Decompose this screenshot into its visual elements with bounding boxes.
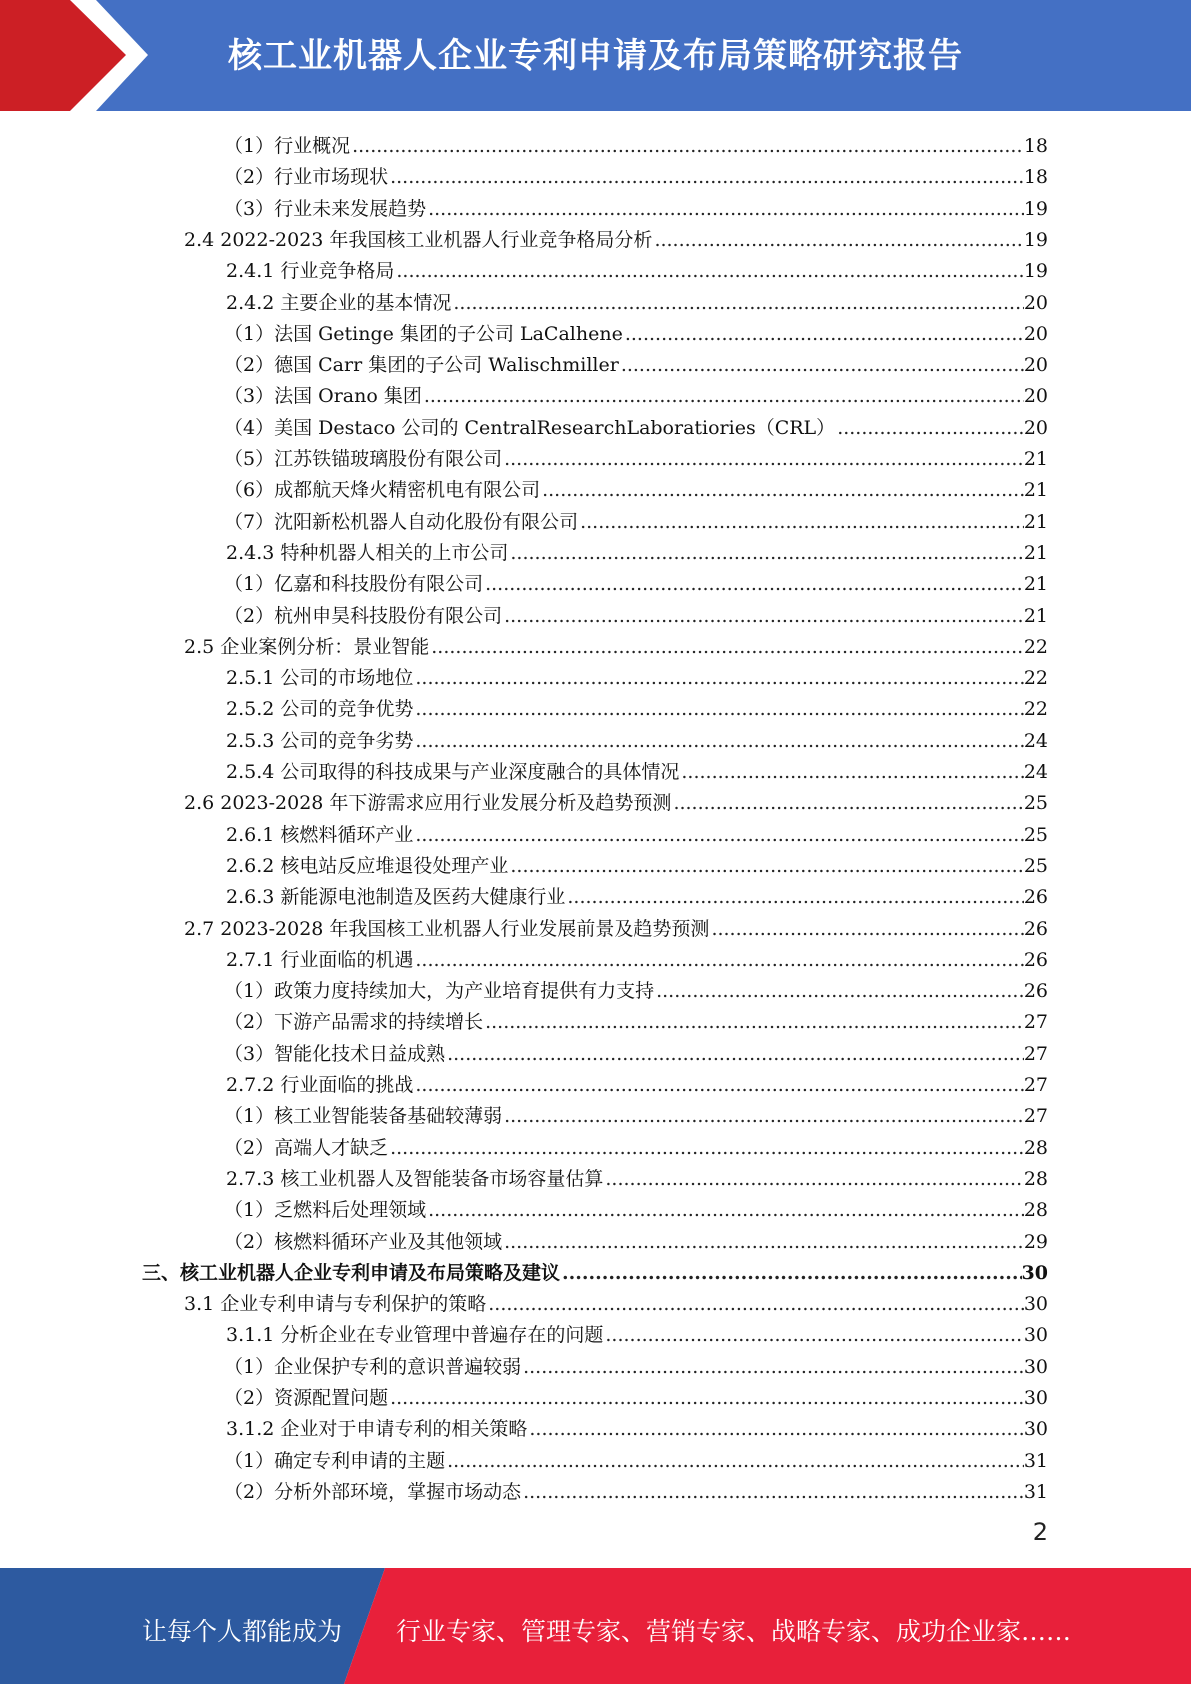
toc-leader-dots	[485, 1009, 1024, 1035]
toc-entry-page: 30	[1023, 1356, 1048, 1378]
toc-entry[interactable]	[226, 848, 1048, 879]
toc-entry[interactable]	[226, 754, 1048, 785]
toc-entry[interactable]	[224, 566, 1048, 597]
toc-entry-page: 26	[1023, 949, 1048, 971]
toc-entry-page: 30	[1023, 1293, 1048, 1315]
toc-leader-dots	[390, 1385, 1024, 1411]
toc-entry-title: （3）智能化技术日益成熟	[224, 1043, 446, 1065]
toc-entry-page: 26	[1023, 918, 1048, 940]
toc-entry[interactable]	[184, 911, 1048, 942]
toc-entry-title: 2.5.2 公司的竞争优势	[226, 698, 414, 720]
toc-entry-page: 21	[1023, 573, 1048, 595]
toc-entry-page: 29	[1023, 1231, 1048, 1253]
toc-entry-page: 26	[1023, 980, 1048, 1002]
toc-entry[interactable]	[224, 1130, 1048, 1161]
toc-entry-title: （2）德国 Carr 集团的子公司 Walischmiller	[224, 354, 619, 376]
toc-entry-title: 2.7 2023-2028 年我国核工业机器人行业发展前景及趋势预测	[184, 918, 710, 940]
toc-entry[interactable]	[224, 1349, 1048, 1380]
toc-entry-page: 20	[1023, 292, 1048, 314]
toc-entry[interactable]	[184, 222, 1048, 253]
toc-leader-dots	[504, 1229, 1024, 1255]
toc-leader-dots	[488, 1291, 1024, 1317]
toc-entry[interactable]	[224, 1380, 1048, 1411]
toc-entry-title: （1）法国 Getinge 集团的子公司 LaCalhene	[224, 323, 623, 345]
toc-entry[interactable]	[224, 1474, 1048, 1505]
toc-leader-dots	[415, 665, 1023, 691]
toc-leader-dots	[415, 822, 1023, 848]
toc-entry[interactable]	[226, 723, 1048, 754]
toc-entry[interactable]	[224, 128, 1048, 159]
toc-entry[interactable]	[224, 1443, 1048, 1474]
toc-leader-dots	[504, 1103, 1024, 1129]
toc-entry-title: （6）成都航天烽火精密机电有限公司	[224, 479, 541, 501]
toc-entry[interactable]	[226, 1067, 1048, 1098]
toc-entry[interactable]	[226, 285, 1048, 316]
toc-entry-page: 27	[1023, 1011, 1048, 1033]
toc-leader-dots	[504, 446, 1024, 472]
toc-entry-page: 24	[1023, 730, 1048, 752]
toc-entry[interactable]	[226, 660, 1048, 691]
toc-leader-dots	[681, 759, 1023, 785]
toc-entry-page: 24	[1023, 761, 1048, 783]
toc-leader-dots	[485, 571, 1024, 597]
toc-leader-dots	[654, 227, 1023, 253]
toc-entry-page: 30	[1023, 1387, 1048, 1409]
toc-entry[interactable]	[184, 1286, 1048, 1317]
toc-entry[interactable]	[226, 1161, 1048, 1192]
toc-leader-dots	[390, 164, 1024, 190]
toc-entry-title: （1）亿嘉和科技股份有限公司	[224, 573, 484, 595]
toc-entry-page: 22	[1023, 667, 1048, 689]
toc-leader-dots	[428, 1197, 1024, 1223]
toc-leader-dots	[625, 321, 1024, 347]
toc-entry-title: 2.7.2 行业面临的挑战	[226, 1074, 414, 1096]
toc-entry-page: 30	[1021, 1262, 1048, 1284]
toc-entry-title: 2.5 企业案例分析：景业智能	[184, 636, 430, 658]
toc-entry-page: 25	[1023, 855, 1048, 877]
toc-entry-page: 27	[1023, 1105, 1048, 1127]
toc-entry-title: （2）分析外部环境，掌握市场动态	[224, 1481, 522, 1503]
toc-entry-page: 20	[1023, 323, 1048, 345]
toc-entry-title: （7）沈阳新松机器人自动化股份有限公司	[224, 511, 579, 533]
toc-entry-title: 2.6.3 新能源电池制造及医药大健康行业	[226, 886, 566, 908]
toc-leader-dots	[510, 853, 1023, 879]
toc-leader-dots	[621, 352, 1024, 378]
toc-entry-title: 2.6 2023-2028 年下游需求应用行业发展分析及趋势预测	[184, 792, 672, 814]
toc-entry[interactable]	[226, 691, 1048, 722]
toc-entry-page: 30	[1023, 1418, 1048, 1440]
toc-entry-page: 27	[1023, 1074, 1048, 1096]
toc-leader-dots	[447, 1041, 1024, 1067]
toc-leader-dots	[424, 383, 1024, 409]
toc-entry-page: 21	[1023, 605, 1048, 627]
toc-entry[interactable]	[224, 1224, 1048, 1255]
toc-entry-page: 18	[1023, 166, 1048, 188]
toc-leader-dots	[415, 1072, 1023, 1098]
toc-entry[interactable]	[184, 785, 1048, 816]
toc-entry-title: （3）法国 Orano 集团	[224, 385, 422, 407]
toc-entry[interactable]	[226, 1411, 1048, 1442]
footer-slogan-lead: 让每个人都能成为	[142, 1617, 343, 1646]
toc-entry-page: 21	[1023, 448, 1048, 470]
toc-leader-dots	[529, 1416, 1023, 1442]
toc-entry-page: 21	[1023, 542, 1048, 564]
toc-entry[interactable]	[224, 191, 1048, 222]
toc-entry-page: 28	[1023, 1168, 1048, 1190]
toc-entry-page: 20	[1023, 354, 1048, 376]
toc-entry[interactable]	[224, 316, 1048, 347]
toc-entry-title: 2.4.2 主要企业的基本情况	[226, 292, 452, 314]
toc-entry-page: 27	[1023, 1043, 1048, 1065]
toc-entry-title: （1）核工业智能装备基础较薄弱	[224, 1105, 503, 1127]
toc-leader-dots	[453, 290, 1023, 316]
toc-leader-dots	[567, 884, 1023, 910]
toc-entry-title: 2.4.3 特种机器人相关的上市公司	[226, 542, 509, 564]
toc-leader-dots	[523, 1479, 1024, 1505]
toc-leader-dots	[837, 415, 1024, 441]
toc-leader-dots	[396, 258, 1023, 284]
toc-entry[interactable]	[226, 253, 1048, 284]
toc-entry[interactable]	[226, 817, 1048, 848]
toc-entry-page: 31	[1023, 1481, 1048, 1503]
toc-leader-dots	[447, 1448, 1024, 1474]
toc-entry-title: 2.7.3 核工业机器人及智能装备市场容量估算	[226, 1168, 604, 1190]
toc-entry[interactable]	[224, 1192, 1048, 1223]
toc-entry-title: （2）杭州申昊科技股份有限公司	[224, 605, 503, 627]
toc-entry-page: 31	[1023, 1450, 1048, 1472]
toc-entry-title: （1）乏燃料后处理领域	[224, 1199, 427, 1221]
toc-leader-dots	[390, 1135, 1024, 1161]
toc-entry[interactable]	[224, 504, 1048, 535]
footer-slogan-roles: 行业专家、管理专家、营销专家、战略专家、成功企业家……	[396, 1617, 1072, 1646]
toc-leader-dots	[431, 634, 1024, 660]
toc-entry-title: （5）江苏铁锚玻璃股份有限公司	[224, 448, 503, 470]
toc-entry[interactable]	[226, 1317, 1048, 1348]
toc-entry-title: 2.5.1 公司的市场地位	[226, 667, 414, 689]
toc-leader-dots	[428, 196, 1024, 222]
toc-entry-title: 2.4 2022-2023 年我国核工业机器人行业竞争格局分析	[184, 229, 653, 251]
toc-leader-dots	[415, 947, 1023, 973]
toc-entry[interactable]	[224, 441, 1048, 472]
toc-leader-dots	[673, 790, 1023, 816]
toc-entry-title: （2）核燃料循环产业及其他领域	[224, 1231, 503, 1253]
toc-entry-title: （4）美国 Destaco 公司的 CentralResearchLaboratiories（CRL）	[224, 417, 836, 439]
toc-entry[interactable]	[226, 879, 1048, 910]
toc-leader-dots	[580, 509, 1024, 535]
toc-entry-page: 30	[1023, 1324, 1048, 1346]
toc-entry-page: 26	[1023, 886, 1048, 908]
toc-entry-page: 28	[1023, 1137, 1048, 1159]
toc-entry-title: 2.6.2 核电站反应堆退役处理产业	[226, 855, 509, 877]
toc-leader-dots	[605, 1166, 1023, 1192]
toc-entry[interactable]	[224, 973, 1048, 1004]
toc-entry-title: 3.1 企业专利申请与专利保护的策略	[184, 1293, 487, 1315]
toc-entry-title: 2.5.3 公司的竞争劣势	[226, 730, 414, 752]
toc-entry-page: 22	[1023, 698, 1048, 720]
toc-entry-page: 18	[1023, 135, 1048, 157]
toc-entry-page: 19	[1023, 229, 1048, 251]
toc-entry-title: （2）下游产品需求的持续增长	[224, 1011, 484, 1033]
toc-entry-title: （3）行业未来发展趋势	[224, 198, 427, 220]
toc-entry-page: 25	[1023, 792, 1048, 814]
toc-leader-dots	[656, 978, 1024, 1004]
toc-leader-dots	[523, 1354, 1024, 1380]
toc-leader-dots	[352, 133, 1024, 159]
toc-entry-title: （1）政策力度持续加大，为产业培育提供有力支持	[224, 980, 655, 1002]
page-number: 2	[1032, 1518, 1048, 1546]
toc-entry-page: 21	[1023, 479, 1048, 501]
toc-entry[interactable]	[224, 378, 1048, 409]
toc-entry-title: 3.1.2 企业对于申请专利的相关策略	[226, 1418, 528, 1440]
toc-entry[interactable]	[224, 598, 1048, 629]
toc-entry-title: 2.6.1 核燃料循环产业	[226, 824, 414, 846]
toc-entry[interactable]	[224, 1098, 1048, 1129]
toc-entry[interactable]	[184, 629, 1048, 660]
toc-entry-page: 19	[1023, 198, 1048, 220]
toc-entry-page: 20	[1023, 385, 1048, 407]
toc-entry[interactable]	[226, 942, 1048, 973]
toc-leader-dots	[415, 696, 1023, 722]
toc-entry[interactable]	[142, 1255, 1048, 1286]
toc-entry-title: 3.1.1 分析企业在专业管理中普遍存在的问题	[226, 1324, 604, 1346]
toc-entry-page: 21	[1023, 511, 1048, 533]
toc-entry[interactable]	[224, 159, 1048, 190]
toc-entry[interactable]	[224, 472, 1048, 503]
toc-leader-dots	[542, 477, 1024, 503]
toc-entry[interactable]	[224, 347, 1048, 378]
toc-entry-title: （2）高端人才缺乏	[224, 1137, 389, 1159]
toc-entry-title: 2.7.1 行业面临的机遇	[226, 949, 414, 971]
page-header	[0, 0, 1191, 111]
toc-entry-page: 22	[1023, 636, 1048, 658]
toc-leader-dots	[415, 728, 1023, 754]
toc-entry[interactable]	[224, 410, 1048, 441]
toc-leader-dots	[504, 603, 1024, 629]
toc-entry-page: 25	[1023, 824, 1048, 846]
toc-entry-page: 19	[1023, 260, 1048, 282]
toc-entry-title: （1）企业保护专利的意识普遍较弱	[224, 1356, 522, 1378]
toc-entry-title: 三、核工业机器人企业专利申请及布局策略及建议	[142, 1262, 561, 1284]
toc-entry-title: （1）行业概况	[224, 135, 351, 157]
toc-entry-title: （2）资源配置问题	[224, 1387, 389, 1409]
toc-entry-title: （1）确定专利申请的主题	[224, 1450, 446, 1472]
toc-leader-dots	[711, 916, 1023, 942]
toc-entry-title: 2.5.4 公司取得的科技成果与产业深度融合的具体情况	[226, 761, 680, 783]
toc-entry[interactable]	[226, 535, 1048, 566]
toc-leader-dots	[605, 1322, 1023, 1348]
report-title: 核工业机器人企业专利申请及布局策略研究报告	[228, 36, 963, 76]
toc-entry-title: 2.4.1 行业竞争格局	[226, 260, 395, 282]
toc-entry-page: 20	[1023, 417, 1048, 439]
toc-leader-dots	[510, 540, 1023, 566]
toc-entry-page: 28	[1023, 1199, 1048, 1221]
toc-entry-title: （2）行业市场现状	[224, 166, 389, 188]
toc-entry[interactable]	[224, 1004, 1048, 1035]
toc-entry[interactable]	[224, 1036, 1048, 1067]
toc-leader-dots	[562, 1260, 1022, 1286]
